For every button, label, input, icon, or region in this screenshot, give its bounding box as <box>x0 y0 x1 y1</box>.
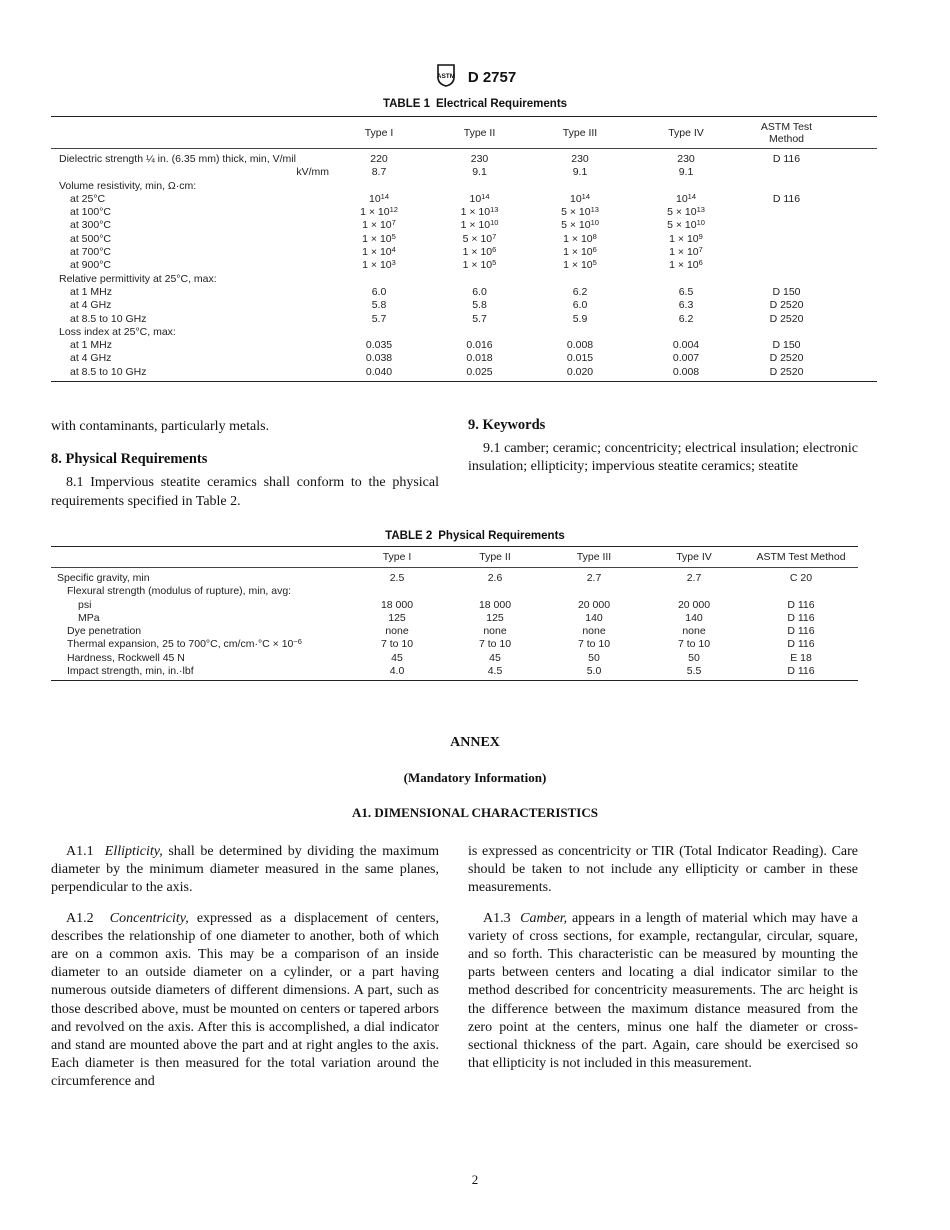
table-cell <box>742 219 831 232</box>
table-cell: 7 to 10 <box>677 638 711 651</box>
table-cell: D 116 <box>787 638 815 651</box>
table-cell: 9.1 <box>572 166 588 179</box>
table-cell: 7 to 10 <box>577 638 611 651</box>
table-row <box>51 206 877 219</box>
table-cell: 0.040 <box>365 365 393 378</box>
a1-3-text: appears in a length of material which may have a variety of cross sections, for example, rectangular, circular, square, and so forth. This characteristic can be measured by mounting the parts between centers and locating a dial indicator similar to the method described for concentricity measurements. The arc height is the difference between the maximum distance measured from the zero point at the centers, minus one half the diameter or cross-sectional thickness of the part. Again, care should be exercised so that ellipticity is not included in this measurement. <box>468 910 858 1072</box>
table-cell: 7 to 10 <box>478 638 512 651</box>
table-cell: $1 \times 10^{13}$ <box>460 205 499 219</box>
table-cell: 0.004 <box>672 339 700 352</box>
a1-3-term: Camber, <box>520 910 568 926</box>
table-row <box>51 568 858 586</box>
table-row <box>51 339 877 352</box>
table1-caption <box>0 98 950 110</box>
spacer-cell <box>831 206 877 219</box>
row-label: at 1 MHz <box>70 285 113 298</box>
table-row <box>51 299 877 312</box>
table-row <box>51 665 858 681</box>
row-label: at 8.5 to 10 GHz <box>70 365 147 378</box>
a1-1-paragraph <box>51 843 439 898</box>
spacer-cell <box>831 259 877 272</box>
table-cell: D 116 <box>772 192 801 205</box>
table-cell: 9.1 <box>678 166 694 179</box>
table-cell <box>329 326 429 339</box>
row-label: at 700°C <box>70 246 111 259</box>
table-cell <box>644 585 744 598</box>
column-header: Type II <box>446 547 544 568</box>
column-header: Type I <box>329 117 429 149</box>
spacer-cell <box>831 366 877 382</box>
table-cell: 125 <box>486 611 504 624</box>
row-label: at 4 GHz <box>70 299 112 312</box>
table-cell: $1 \times 10^9$ <box>669 231 703 245</box>
table-row <box>51 366 877 382</box>
annex-right-column <box>468 843 858 1073</box>
table-cell: $5 \times 10^{13}$ <box>561 205 599 219</box>
table-cell: 6.0 <box>371 285 387 298</box>
table-cell: $1 \times 10^{12}$ <box>360 205 398 219</box>
table-row <box>51 273 877 286</box>
table-cell: C 20 <box>789 572 813 584</box>
table-cell: $10^{14}$ <box>469 191 490 205</box>
table-cell: 7 to 10 <box>380 638 414 651</box>
table-cell: D 2520 <box>769 365 804 378</box>
row-label: at 300°C <box>70 219 111 232</box>
table-cell: 0.008 <box>566 339 594 352</box>
table-cell: 5.7 <box>371 312 387 325</box>
annex-title: ANNEX <box>450 735 500 750</box>
table-cell <box>348 585 446 598</box>
a1-3-paragraph <box>468 910 858 1074</box>
a1-2-number: A1.2 <box>66 910 94 926</box>
table-cell: 6.0 <box>472 285 487 298</box>
table-cell: $1 \times 10^7$ <box>669 245 703 259</box>
table-cell: 5.7 <box>472 312 487 325</box>
table-row <box>51 149 877 167</box>
table-cell: $1 \times 10^5$ <box>362 231 396 245</box>
annex-section-heading: A1. DIMENSIONAL CHARACTERISTICS <box>352 805 598 820</box>
table-cell: 0.020 <box>566 365 594 378</box>
row-label: Volume resistivity, min, Ω·cm: <box>59 179 197 192</box>
table-cell: 5.8 <box>472 299 487 312</box>
column-header: Type II <box>429 117 530 149</box>
table-row <box>51 326 877 339</box>
table-cell: 2.7 <box>686 572 702 584</box>
right-column-upper <box>468 416 858 477</box>
row-label: Thermal expansion, 25 to 700°C, $cm/cm\cdot^\circ C \times 10^{-6}$ <box>67 637 302 651</box>
column-header: Type III <box>530 117 630 149</box>
svg-text:ASTM: ASTM <box>436 73 456 80</box>
table-cell: none <box>385 625 409 638</box>
row-label: Impact strength, min, in.·lbf <box>67 665 194 678</box>
table-cell <box>744 585 858 598</box>
table-cell: D 116 <box>772 153 801 165</box>
table-cell <box>530 180 630 193</box>
table-cell: 50 <box>588 651 600 664</box>
spacer-cell <box>831 180 877 193</box>
column-header: ASTM Test Method <box>744 547 858 568</box>
table-cell: 2.7 <box>586 572 602 584</box>
table2-body <box>51 568 858 681</box>
table-cell <box>544 585 644 598</box>
table-row <box>51 259 877 272</box>
table-cell: 20 000 <box>677 598 711 611</box>
table-cell: $10^{14}$ <box>569 191 591 205</box>
table-cell: D 116 <box>787 665 815 678</box>
table-cell: D 116 <box>787 611 815 624</box>
table-cell: $5 \times 10^{10}$ <box>561 218 599 232</box>
table-cell: 0.016 <box>466 339 493 352</box>
spacer-cell <box>831 286 877 299</box>
section8-heading: 8. Physical Requirements <box>51 451 208 468</box>
table-cell: none <box>682 625 706 638</box>
spacer-header <box>831 117 877 149</box>
spacer-cell <box>831 313 877 326</box>
table-row <box>51 585 858 598</box>
annex-left-column <box>51 843 439 1092</box>
table-cell <box>329 273 429 286</box>
table-cell <box>630 273 742 286</box>
row-label: Dye penetration <box>67 625 142 638</box>
spacer-cell <box>831 246 877 259</box>
table-cell <box>329 180 429 193</box>
row-label: at 4 GHz <box>70 352 112 365</box>
section9-heading: 9. Keywords <box>468 417 546 433</box>
table-cell <box>446 585 544 598</box>
table-cell: 125 <box>388 611 406 624</box>
table2-header-row <box>51 547 858 568</box>
a1-2-continuation: is expressed as concentricity or TIR (Total Indicator Reading). Care should be taken to not include any ellipticity or camber in these measurements. <box>468 844 858 896</box>
electrical-requirements-table <box>51 116 877 382</box>
table-cell: $1 \times 10^6$ <box>563 245 597 259</box>
table-cell: 45 <box>391 651 403 664</box>
table-row <box>51 180 877 193</box>
page-number: 2 <box>471 1172 479 1187</box>
table-cell: E 18 <box>790 651 812 664</box>
table-cell: 45 <box>489 651 501 664</box>
table-cell: $1 \times 10^7$ <box>362 218 396 232</box>
table-cell: 4.0 <box>389 665 405 678</box>
table-row <box>51 193 877 206</box>
table-cell: 2.6 <box>487 572 503 584</box>
spacer-cell <box>831 233 877 246</box>
spacer-cell <box>831 166 877 179</box>
table2-title: Physical Requirements <box>438 530 565 542</box>
table-cell: 6.0 <box>572 299 588 312</box>
table-cell <box>429 326 530 339</box>
row-label: at 8.5 to 10 GHz <box>70 312 147 325</box>
row-label: at 1 MHz <box>70 339 113 352</box>
table-cell: 5.9 <box>572 312 588 325</box>
row-label: Relative permittivity at 25°C, max: <box>59 272 217 285</box>
table-row <box>51 352 877 365</box>
table-cell: D 150 <box>772 285 801 298</box>
a1-1-term: Ellipticity, <box>104 844 163 859</box>
column-header: Type IV <box>644 547 744 568</box>
table-cell: D 2520 <box>769 299 804 312</box>
spacer-cell <box>831 326 877 339</box>
table-cell <box>742 233 831 246</box>
row-label: at 100°C <box>70 206 111 219</box>
table-cell <box>742 166 831 179</box>
table-cell: 140 <box>585 611 603 624</box>
table-cell: none <box>483 625 507 638</box>
table-cell: $5 \times 10^{13}$ <box>667 205 705 219</box>
spacer-cell <box>831 339 877 352</box>
row-label: Hardness, Rockwell 45 N <box>67 651 185 664</box>
table-cell: 5.5 <box>686 665 702 678</box>
table-cell: 230 <box>677 153 695 165</box>
table-cell <box>630 326 742 339</box>
table-cell: $5 \times 10^{10}$ <box>667 218 705 232</box>
table-row <box>51 246 877 259</box>
table-cell: 9.1 <box>472 166 487 179</box>
table-cell: 0.007 <box>672 352 700 365</box>
document-header <box>0 62 950 93</box>
spacer-cell <box>831 193 877 206</box>
table-row <box>51 313 877 326</box>
a1-1-number: A1.1 <box>66 844 94 859</box>
table-cell: 230 <box>571 153 589 165</box>
table-row <box>51 219 877 232</box>
a1-2-paragraph <box>51 910 439 1092</box>
table-cell: 8.7 <box>371 166 387 179</box>
table-row <box>51 625 858 638</box>
table-cell: D 116 <box>787 598 815 611</box>
table-cell: 0.038 <box>365 352 393 365</box>
table-cell: 220 <box>370 153 388 165</box>
row-label: MPa <box>78 611 100 624</box>
a1-2-term: Concentricity, <box>109 910 189 926</box>
table-cell <box>742 259 831 272</box>
table1-title: Electrical Requirements <box>436 98 568 110</box>
left-column-upper <box>51 418 439 511</box>
column-header: Type III <box>544 547 644 568</box>
table-cell <box>742 326 831 339</box>
table-cell: 20 000 <box>577 598 611 611</box>
a1-2-text: expressed as a displacement of centers, describes the relationship of one diameter to another, both of which are on a common axis. This may be a comparison of an inside diameter to an outside diameter on a cylinder, or a part having numerous outside diameters of different dimensions. A part, such as those described above, must be mounted on centers or tapered arbors and revolved on the axis. After this is accomplished, a dial indicator and stand are mounted above the part and at right angles to the axis. Each diameter is then measured for the total variation around the circumference and <box>51 910 439 1090</box>
table-cell: D 2520 <box>769 352 804 365</box>
table-cell <box>429 273 530 286</box>
table-cell: $10^{14}$ <box>675 191 697 205</box>
table-cell: 0.008 <box>672 365 700 378</box>
column-header: ASTM Test Method <box>742 117 831 149</box>
table-cell: 0.015 <box>566 352 594 365</box>
table-row <box>51 652 858 665</box>
section8-paragraph: 8.1 Impervious steatite ceramics shall conform to the physical requirements specified in Table 2. <box>51 475 439 509</box>
table-cell: $1 \times 10^{10}$ <box>460 218 499 232</box>
spacer-cell <box>831 352 877 365</box>
a1-1-text: shall be determined by dividing the maximum diameter by the minimum diameter measured in the same planes, perpendicular to the axis. <box>51 844 440 896</box>
section9-paragraph: 9.1 camber; ceramic; concentricity; electrical insulation; electronic insulation; ellipticity; impervious steatite ceramics; steatite <box>468 441 858 475</box>
table-cell: $1 \times 10^6$ <box>462 245 497 259</box>
table-cell <box>429 180 530 193</box>
table-cell <box>530 273 630 286</box>
table-cell <box>742 180 831 193</box>
row-label: Dielectric strength ¼ in. (6.35 mm) thick, min, V/mil <box>59 153 296 165</box>
annex-subtitle: (Mandatory Information) <box>403 770 547 785</box>
table-cell: 230 <box>470 153 489 165</box>
row-label: at 500°C <box>70 232 111 245</box>
table-row <box>51 638 858 651</box>
table-cell: $10^{14}$ <box>368 191 390 205</box>
table-cell: 18 000 <box>380 598 414 611</box>
table-cell: D 2520 <box>769 312 804 325</box>
table-cell: 50 <box>688 651 700 664</box>
spacer-cell <box>831 219 877 232</box>
table-cell: $1 \times 10^5$ <box>563 258 597 272</box>
table-cell: $1 \times 10^6$ <box>669 258 703 272</box>
table-cell: 0.025 <box>466 365 493 378</box>
table-cell: none <box>582 625 606 638</box>
table-cell: 2.5 <box>389 572 405 584</box>
table-cell: $1 \times 10^5$ <box>462 258 497 272</box>
table-cell: 18 000 <box>478 598 512 611</box>
spacer-cell <box>831 149 877 167</box>
continuation-text: with contaminants, particularly metals. <box>51 419 270 434</box>
table-cell: D 116 <box>787 625 815 638</box>
table-cell <box>742 206 831 219</box>
table-cell <box>742 273 831 286</box>
row-label: at 25°C <box>70 192 106 205</box>
row-label: Loss index at 25°C, max: <box>59 325 176 338</box>
table-row <box>51 166 877 179</box>
column-header: Type I <box>348 547 446 568</box>
column-header: Type IV <box>630 117 742 149</box>
table-cell: $1 \times 10^8$ <box>563 231 597 245</box>
stub-header <box>51 547 348 568</box>
stub-header <box>51 117 329 149</box>
table-row <box>51 286 877 299</box>
standard-designation: D 2757 <box>467 69 517 86</box>
table-cell: $5 \times 10^7$ <box>462 231 497 245</box>
table-row <box>51 612 858 625</box>
table-cell <box>742 246 831 259</box>
spacer-cell <box>831 299 877 312</box>
row-label: Specific gravity, min <box>57 572 150 584</box>
spacer-cell <box>831 273 877 286</box>
row-label: at 900°C <box>70 259 111 272</box>
row-label: psi <box>78 598 92 611</box>
table1-header-row <box>51 117 877 149</box>
table2-caption <box>0 530 950 542</box>
table-cell: 6.2 <box>572 285 588 298</box>
table-cell: 140 <box>685 611 703 624</box>
table-cell: 0.018 <box>466 352 493 365</box>
table-cell: 5.8 <box>371 299 387 312</box>
table-cell <box>630 180 742 193</box>
row-label: Flexural strength (modulus of rupture), min, avg: <box>67 585 292 598</box>
table-cell <box>530 326 630 339</box>
table-cell: D 150 <box>772 339 801 352</box>
row-label: kV/mm <box>296 166 329 179</box>
table-cell: 6.5 <box>678 285 694 298</box>
table-cell: 6.3 <box>678 299 694 312</box>
table1-body <box>51 149 877 382</box>
table-row <box>51 599 858 612</box>
astm-logo-icon <box>434 62 458 93</box>
table-cell: $1 \times 10^4$ <box>362 245 396 259</box>
a1-3-number: A1.3 <box>483 910 511 926</box>
table-row <box>51 233 877 246</box>
physical-requirements-table <box>51 546 858 681</box>
table-cell: 4.5 <box>487 665 503 678</box>
table1-number: TABLE 1 <box>382 98 431 110</box>
table2-number: TABLE 2 <box>385 530 433 542</box>
table-cell: 5.0 <box>586 665 602 678</box>
table-cell: 0.035 <box>365 339 393 352</box>
table-cell: $1 \times 10^3$ <box>362 258 396 272</box>
table-cell: 6.2 <box>678 312 694 325</box>
